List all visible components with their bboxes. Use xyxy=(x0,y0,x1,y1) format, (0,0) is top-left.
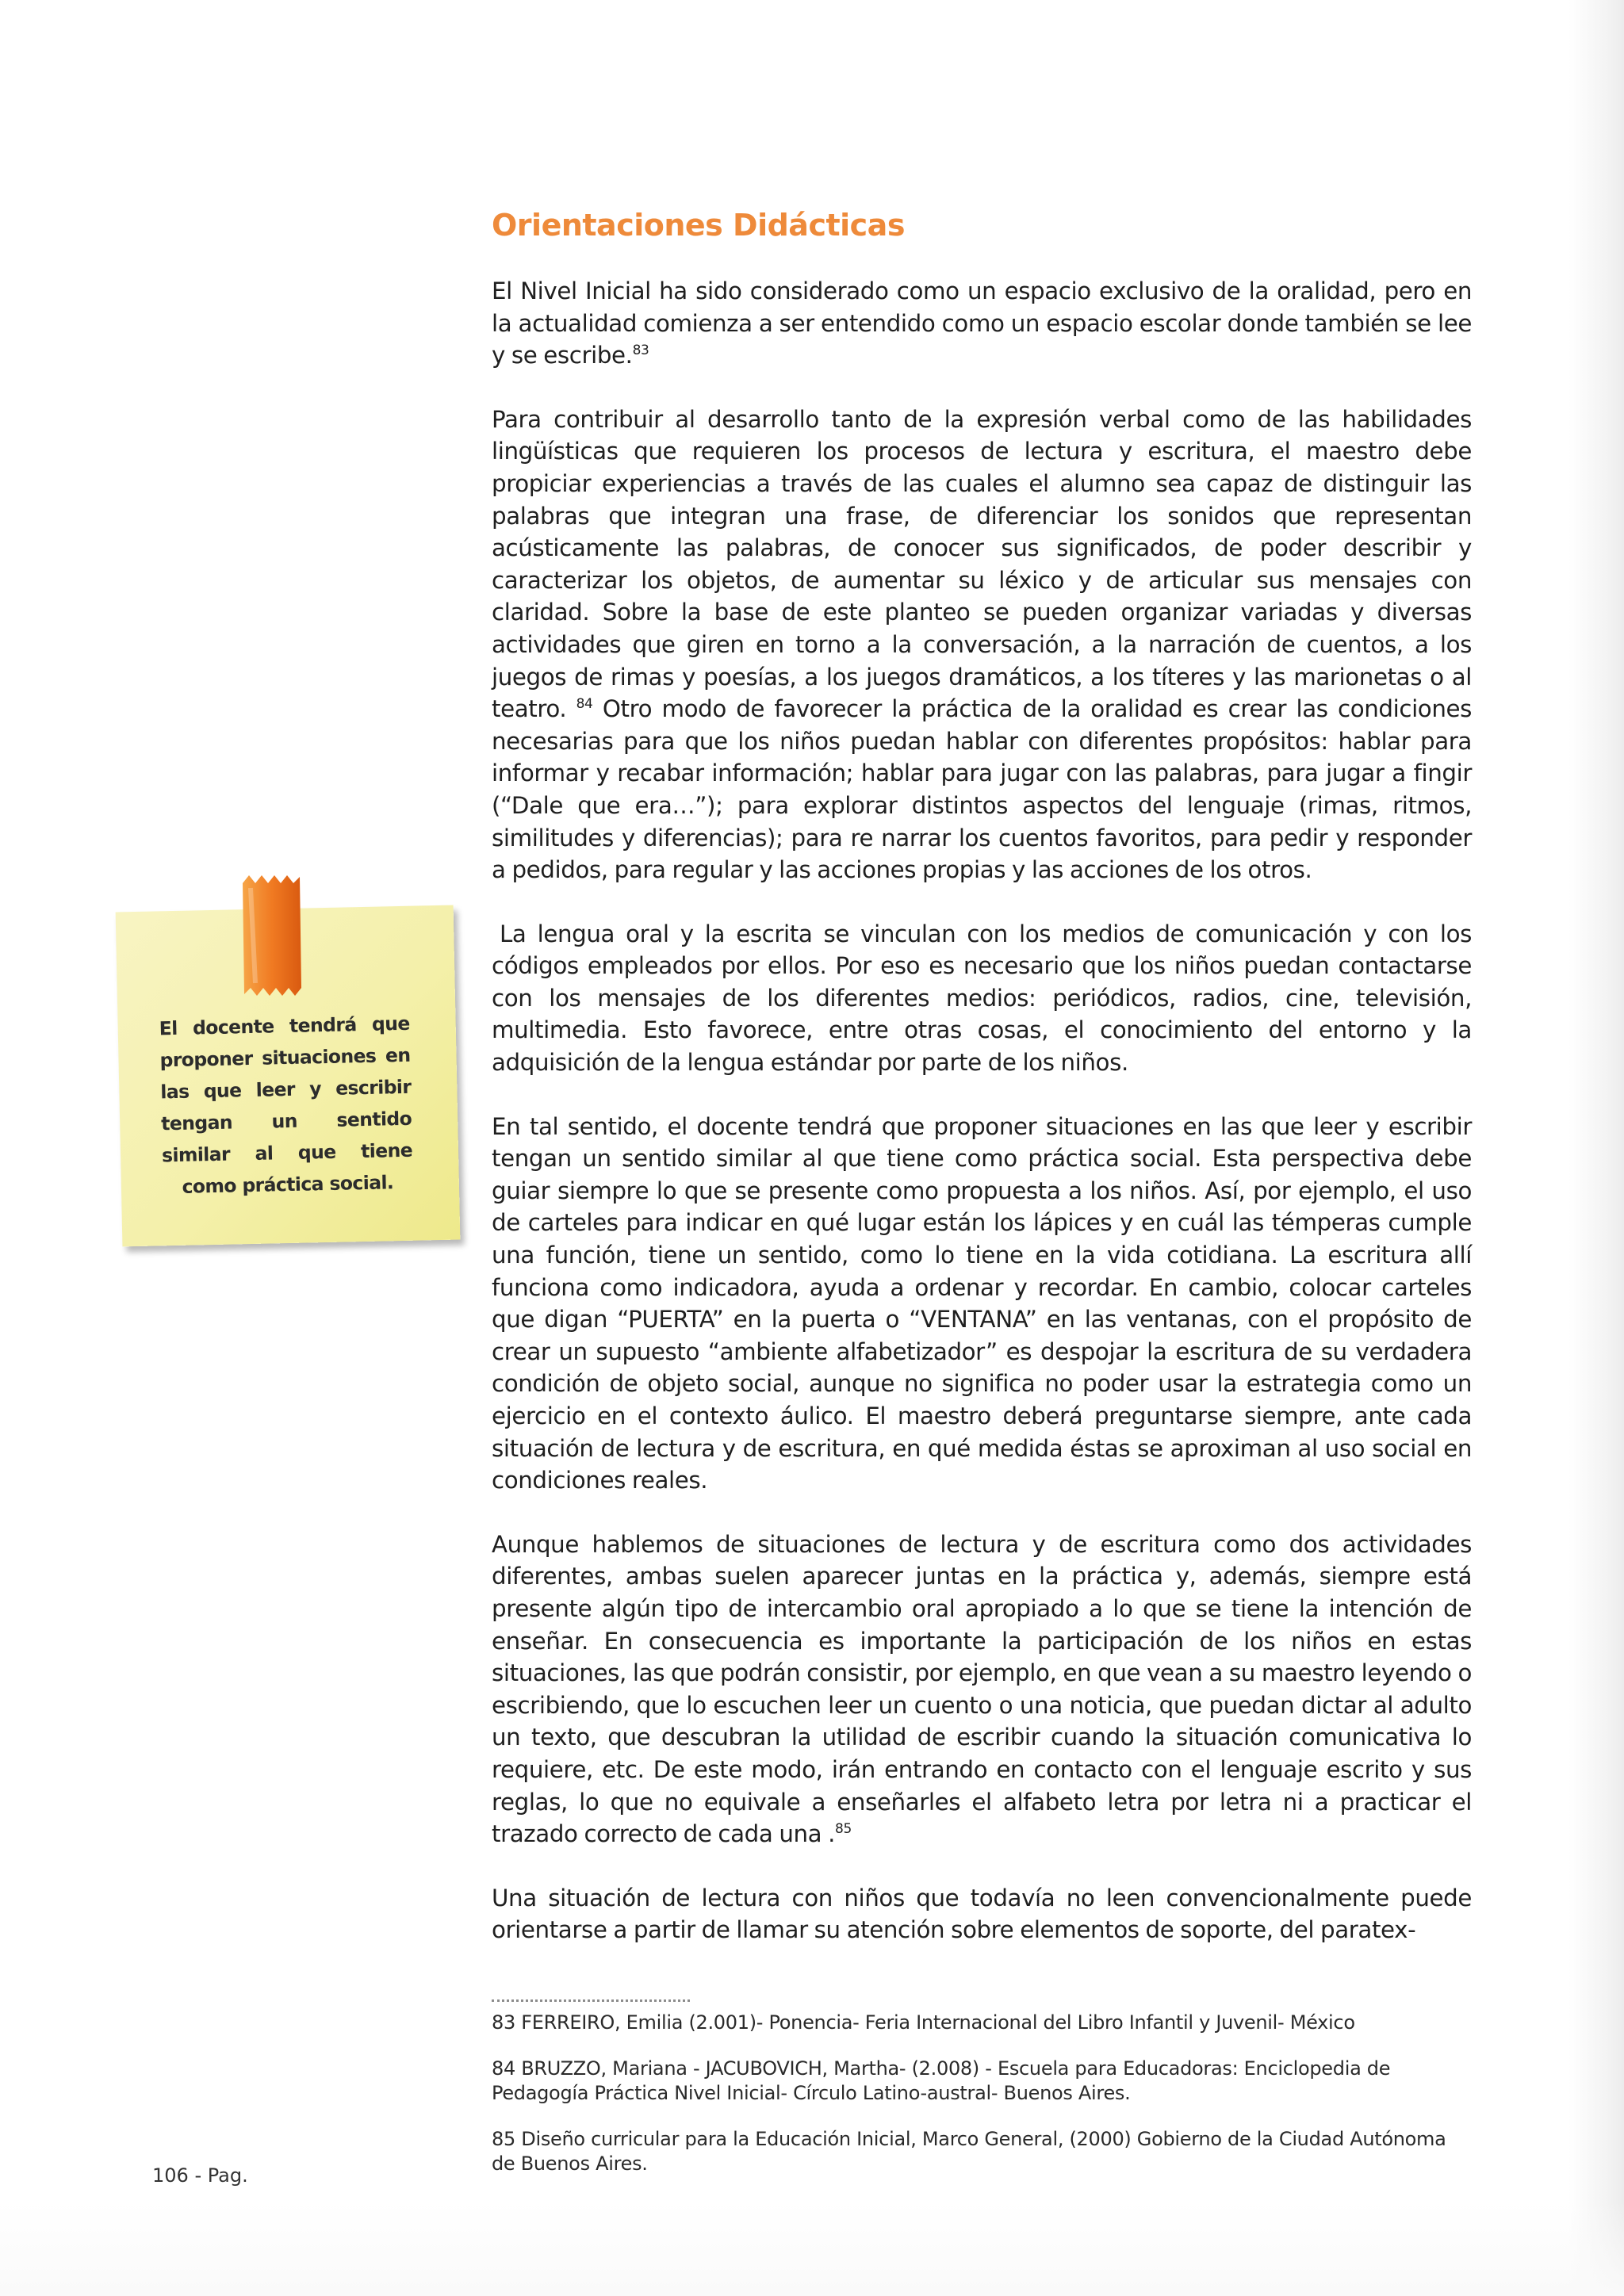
footnote-ref-84[interactable]: 84 xyxy=(576,696,593,713)
page-edge-shadow xyxy=(1568,0,1624,2296)
paragraph-1-text: El Nivel Inicial ha sido considerado como un espacio exclusivo de la oralidad, pero en la actualidad comienza a ser entendido como un espacio escolar donde también se lee y se escribe. xyxy=(492,277,1472,369)
footnote-ref-83[interactable]: 83 xyxy=(632,342,649,359)
sticky-note-text: El docente tendrá que proponer situaciones en las que leer y escribir tengan un sentido similar al que tiene como práctica social. xyxy=(159,1012,413,1198)
footnote-divider xyxy=(492,1999,690,2002)
footnote-ref-85[interactable]: 85 xyxy=(835,1821,852,1838)
footnote-84: 84 BRUZZO, Mariana - JACUBOVICH, Martha- (2.008) - Escuela para Educadoras: Enciclopedia de Pedagogía Práctica Nivel Inicial- Círculo Latino-austral- Buenos Aires. xyxy=(492,2057,1391,2104)
footnotes xyxy=(492,2011,1475,2198)
paragraph-2 xyxy=(492,404,1472,886)
footnote-83: 83 FERREIRO, Emilia (2.001)- Ponencia- Feria Internacional del Libro Infantil y Juvenil- México xyxy=(492,2011,1355,2034)
page-bottom-fade xyxy=(0,2201,1624,2296)
paragraph-6: Una situación de lectura con niños que todavía no leen convencionalmente puede orientarse a partir de llamar su atención sobre elementos de soporte, del paratex- xyxy=(492,1884,1472,1944)
paragraph-1 xyxy=(492,275,1472,372)
paragraph-5 xyxy=(492,1529,1472,1850)
page-number: 106 - Pag. xyxy=(152,2164,248,2187)
paragraph-2-text-a: Para contribuir al desarrollo tanto de la expresión verbal como de las habilidades lingüísticas que requieren los procesos de lectura y escritura, el maestro debe propiciar experiencias a través de las cuales el alumno sea capaz de distinguir las palabras que integran una frase, de diferenciar los sonidos que representan acústicamente las palabras, de conocer sus significados, de poder describir y caracterizar los objetos, de aumentar su léxico y de articular sus mensajes con claridad. Sobre la base de este planteo se pueden organizar variadas y diversas actividades que giren en torno a la conversación, a la narración de cuentos, a los juegos de rimas y poesías, a los juegos dramáticos, a los títeres y las marionetas o al teatro. xyxy=(492,405,1472,723)
paragraph-2-text-b: Otro modo de favorecer la práctica de la oralidad es crear las condiciones necesarias para que los niños puedan hablar con diferentes propósitos: hablar para informar y recabar información; hablar para jugar con las palabras, para jugar a fingir (“Dale que era…”); para explorar distintos aspectos del lenguaje (rimas, ritmos, similitudes y diferencias); para re narrar los cuentos favoritos, para pedir y responder a pedidos, para regular y las acciones propias y las acciones de los otros. xyxy=(492,695,1472,884)
paragraph-4: En tal sentido, el docente tendrá que proponer situaciones en las que leer y escribir tengan un sentido similar al que tiene como práctica social. Esta perspectiva debe guiar siempre lo que se presente como propuesta a los niños. Así, por ejemplo, el uso de carteles para indicar en qué lugar están los lápices y en cuál las témperas cumple una función, tiene un sentido, como lo tiene en la vida cotidiana. La escritura allí funciona como indicadora, ayuda a ordenar y recordar. En cambio, colocar carteles que digan “PUERTA” en la puerta o “VENTANA” en las ventanas, con el propósito de crear un supuesto “ambiente alfabetizador” es despojar la escritura de su verdadera condición de objeto social, aunque no significa no poder usar la estrategia como un ejercicio en el contexto áulico. El maestro deberá preguntarse siempre, ante cada situación de lectura y de escritura, en qué medida éstas se aproximan al uso social en condiciones reales. xyxy=(492,1112,1472,1494)
tape-strip-icon xyxy=(238,872,304,997)
paragraph-3: La lengua oral y la escrita se vinculan con los medios de comunicación y con los códigos empleados por ellos. Por eso es necesario que los niños puedan contactarse con los mensajes de los diferentes medios: periódicos, radios, cine, televisión, multimedia. Esto favorece, entre otras cosas, el conocimiento del entorno y la adquisición de la lengua estándar por parte de los niños. xyxy=(492,920,1472,1077)
footnote-85: 85 Diseño curricular para la Educación Inicial, Marco General, (2000) Gobierno de la Ciudad Autónoma de Buenos Aires. xyxy=(492,2128,1446,2175)
section-heading: Orientaciones Didácticas xyxy=(492,208,905,243)
body-text xyxy=(492,275,1472,1978)
paragraph-5-text: Aunque hablemos de situaciones de lectura y de escritura como dos actividades diferentes, ambas suelen aparecer juntas en la práctica y, además, siempre está presente algún tipo de intercambio oral apropiado a lo que se tiene la intención de enseñar. En consecuencia es importante la participación de los niños en estas situaciones, las que podrán consistir, por ejemplo, en que vean a su maestro leyendo o escribiendo, que lo escuchen leer un cuento o una noticia, que puedan dictar al adulto un texto, que descubran la utilidad de escribir cuando la situación comunicativa lo requiere, etc. De este modo, irán entrando en contacto con el lenguaje escrito y sus reglas, lo que no equivale a enseñarles el alfabeto letra por letra ni a practicar el trazado correcto de cada una . xyxy=(492,1530,1472,1848)
